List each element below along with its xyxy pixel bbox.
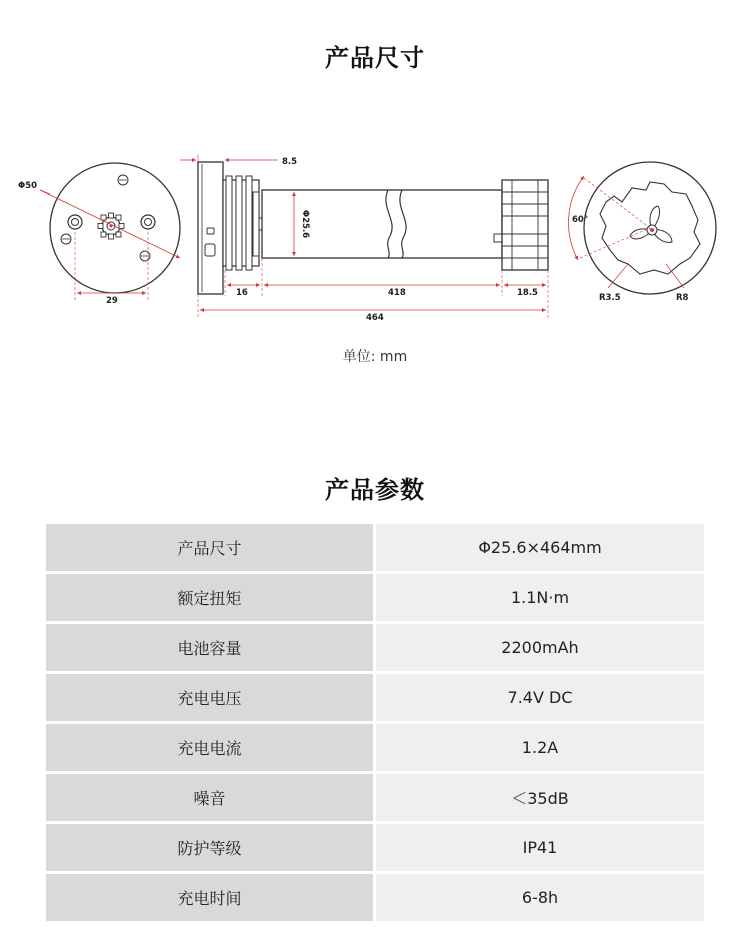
spec-value: ＜35dB <box>376 774 704 824</box>
spec-value: IP41 <box>376 824 704 874</box>
dim-radius-large: R8 <box>676 293 689 303</box>
unit-label: 单位: mm <box>342 349 408 365</box>
dim-head-length: 16 <box>236 288 248 298</box>
params-section-title: 产品参数 <box>325 476 425 504</box>
table-row <box>46 574 704 624</box>
dim-end-diameter: Φ50 <box>18 181 38 191</box>
spec-label: 充电时间 <box>46 874 376 924</box>
spec-value: Φ25.6×464mm <box>376 524 704 574</box>
spec-label: 产品尺寸 <box>46 524 376 574</box>
size-section-title: 产品尺寸 <box>325 44 425 72</box>
spec-label: 充电电流 <box>46 724 376 774</box>
dim-tail-length: 18.5 <box>517 288 538 298</box>
spec-label: 充电电压 <box>46 674 376 724</box>
spec-table <box>46 524 704 924</box>
spec-label: 噪音 <box>46 774 376 824</box>
spec-label: 防护等级 <box>46 824 376 874</box>
table-row <box>46 674 704 724</box>
spec-value: 1.1N·m <box>376 574 704 624</box>
table-row <box>46 824 704 874</box>
dim-tube-diameter: Φ25.6 <box>300 209 310 239</box>
dim-flange: 8.5 <box>282 157 298 167</box>
table-row <box>46 774 704 824</box>
table-row <box>46 624 704 674</box>
dim-total-length: 464 <box>366 313 384 323</box>
dimension-drawing <box>0 140 750 340</box>
table-row <box>46 524 704 574</box>
spec-label: 额定扭矩 <box>46 574 376 624</box>
dim-hole-spacing: 29 <box>106 296 118 306</box>
spec-value: 2200mAh <box>376 624 704 674</box>
spec-value: 7.4V DC <box>376 674 704 724</box>
table-row <box>46 874 704 924</box>
spec-label: 电池容量 <box>46 624 376 674</box>
side-view-motor <box>180 154 548 323</box>
left-end-view <box>18 163 180 306</box>
spec-value: 6-8h <box>376 874 704 924</box>
table-row <box>46 724 704 774</box>
dim-angle: 60° <box>572 215 589 225</box>
right-end-view <box>568 162 716 303</box>
dim-radius-small: R3.5 <box>599 293 621 303</box>
spec-value: 1.2A <box>376 724 704 774</box>
dim-tube-length: 418 <box>388 288 406 298</box>
